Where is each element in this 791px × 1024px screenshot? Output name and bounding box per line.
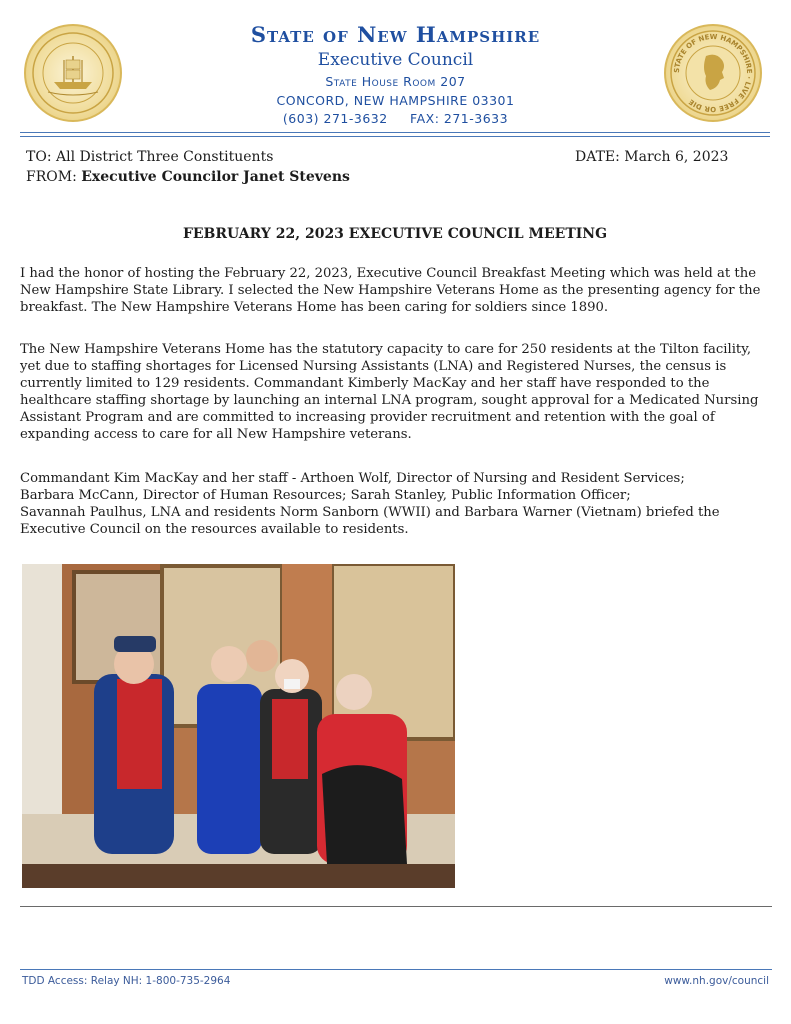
memo-date — [575, 149, 728, 165]
old-man-seal-icon — [666, 26, 760, 120]
group-photo-illustration — [22, 564, 455, 888]
footer-separator — [20, 906, 772, 907]
paragraph-line: Savannah Paulhus, LNA and residents Norm Sanborn (WWII) and Barbara Warner (Vietnam) briefed the — [20, 505, 720, 520]
letterhead-phone: (603) 271-3632 FAX: 271-3633 — [282, 111, 509, 126]
paragraph-line: breakfast. The New Hampshire Veterans Home has been caring for soldiers since 1890. — [20, 300, 609, 315]
paragraph-line: Commandant Kim MacKay and her staff - Arthoen Wolf, Director of Nursing and Resident Services; — [20, 471, 685, 486]
footer-rule — [20, 969, 772, 970]
letterhead-rule-top — [20, 132, 770, 133]
ship-seal-icon — [26, 26, 120, 120]
paragraph-capacity — [20, 341, 772, 443]
letterhead-room: State House Room 207 — [325, 74, 466, 89]
memo-from-value: Executive Councilor Janet Stevens — [81, 169, 350, 185]
paragraph-line: Executive Council on the resources available to residents. — [20, 522, 409, 537]
state-seal-right — [664, 24, 762, 122]
letterhead-title: State of New Hampshire — [250, 22, 541, 47]
memo-to-label: TO: — [26, 149, 52, 165]
paragraph-line: yet due to staffing shortages for Licensed Nursing Assistants (LNA) and Registered Nurses, the census is — [20, 359, 727, 374]
memo-to-value: All District Three Constituents — [56, 149, 274, 165]
paragraph-line: healthcare staffing shortage by launching an internal LNA program, sought approval for a Medicated Nursing — [20, 393, 759, 408]
paragraph-intro — [20, 265, 772, 316]
footer-website: www.nh.gov/council — [664, 975, 769, 987]
meeting-heading: FEBRUARY 22, 2023 EXECUTIVE COUNCIL MEETING — [182, 226, 608, 242]
letterhead-city: CONCORD, NEW HAMPSHIRE 03301 — [276, 93, 515, 108]
paragraph-line: I had the honor of hosting the February 22, 2023, Executive Council Breakfast Meeting which was held at the — [20, 266, 757, 281]
state-seal-left — [24, 24, 122, 122]
group-photo — [22, 564, 455, 888]
paragraph-line: Barbara McCann, Director of Human Resources; Sarah Stanley, Public Information Officer; — [20, 488, 631, 503]
paragraph-line: expanding access to care for all New Hampshire veterans. — [20, 427, 412, 442]
paragraph-staff — [20, 470, 772, 538]
memo-date-label: DATE: — [575, 149, 620, 165]
seal-ring-text: STATE OF NEW HAMPSHIRE · LIVE FREE OR DIE — [672, 32, 754, 114]
memo-from — [26, 169, 350, 185]
memo-date-value: March 6, 2023 — [624, 149, 729, 165]
memo-from-label: FROM: — [26, 169, 77, 185]
paragraph-line: currently limited to 129 residents. Commandant Kimberly MacKay and her staff have responded to the — [20, 376, 710, 391]
paragraph-line: New Hampshire State Library. I selected the New Hampshire Veterans Home as the presenting agency for the — [20, 283, 761, 298]
letterhead-rule-bottom — [20, 136, 770, 137]
letterhead-subtitle: Executive Council — [317, 50, 474, 70]
footer-tdd: TDD Access: Relay NH: 1-800-735-2964 — [22, 975, 231, 987]
memo-to — [26, 149, 273, 165]
paragraph-line: The New Hampshire Veterans Home has the statutory capacity to care for 250 residents at the Tilton facility, — [20, 342, 752, 357]
paragraph-line: Assistant Program and are committed to increasing provider recruitment and retention with the goal of — [20, 410, 715, 425]
